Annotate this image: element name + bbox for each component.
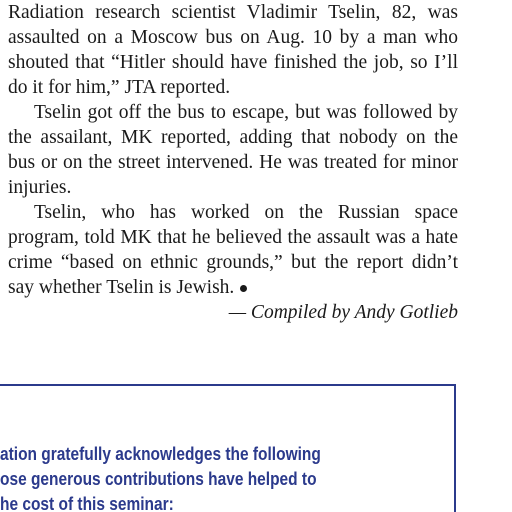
acknowledgement-line-3: he cost of this seminar: (0, 494, 174, 512)
article-paragraph-3 (8, 200, 458, 300)
article-paragraph-1: Radiation research scientist Vladimir Tselin, 82, was assaulted on a Moscow bus on Aug. 10 by a man who shouted that “Hitler should have finished the job, so I’ll do it for him,” JTA reported. (8, 2, 458, 98)
acknowledgement-line-2: ose generous contributions have helped to (0, 469, 317, 489)
article-paragraph-3-text: Tselin, who has worked on the Russian space program, told MK that he believed the assault was a hate crime “based on ethnic grounds,” but the report didn’t say whether Tselin is Jewish. (8, 202, 458, 298)
news-article (8, 0, 458, 325)
article-paragraph-2: Tselin got off the bus to escape, but was followed by the assailant, MK reported, adding that nobody on the bus or on the street intervened. He was treated for minor injuries. (8, 102, 458, 198)
article-byline: — Compiled by Andy Gotlieb (228, 302, 458, 323)
end-of-story-bullet-icon (240, 285, 247, 292)
acknowledgement-line-1: ation gratefully acknowledges the following (0, 444, 321, 464)
acknowledgement-text (0, 442, 327, 512)
